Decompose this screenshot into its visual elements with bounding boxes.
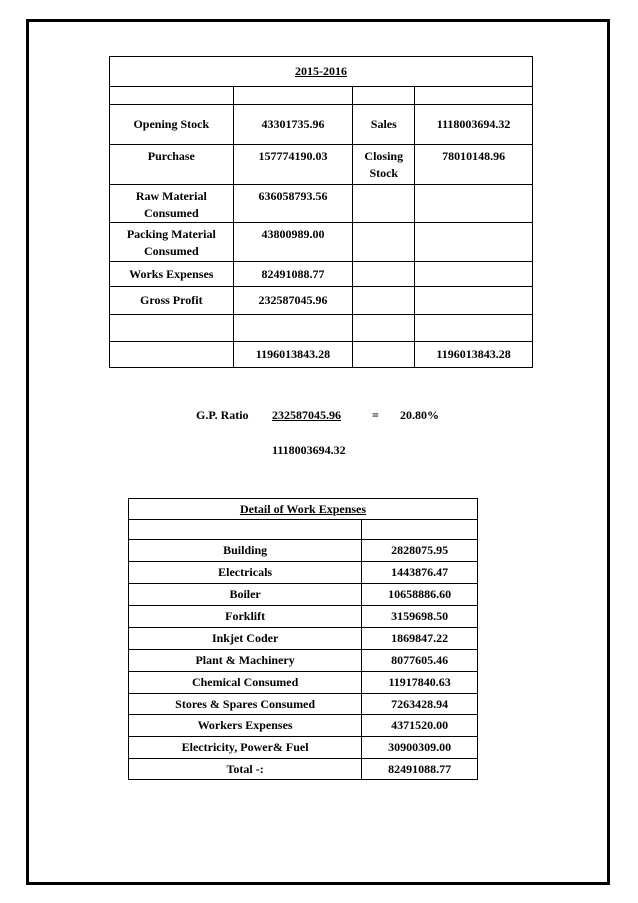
row-value: 636058793.56 xyxy=(233,185,353,223)
total-right: 1196013843.28 xyxy=(415,342,533,368)
expense-name: Building xyxy=(129,540,362,562)
expense-amount: 7263428.94 xyxy=(362,694,478,715)
work-expenses-table xyxy=(128,498,478,780)
table-title: Detail of Work Expenses xyxy=(129,499,478,520)
row-value: 157774190.03 xyxy=(233,145,353,185)
expense-amount: 2828075.95 xyxy=(362,540,478,562)
expense-amount: 11917840.63 xyxy=(362,672,478,694)
row-value: 82491088.77 xyxy=(233,262,353,287)
total-left: 1196013843.28 xyxy=(233,342,353,368)
row-value: 78010148.96 xyxy=(415,145,533,185)
expense-name: Boiler xyxy=(129,584,362,606)
expense-name: Chemical Consumed xyxy=(129,672,362,694)
expense-name: Workers Expenses xyxy=(129,715,362,737)
expense-name: Stores & Spares Consumed xyxy=(129,694,362,715)
expense-amount: 8077605.46 xyxy=(362,650,478,672)
total-amount: 82491088.77 xyxy=(362,759,478,780)
expense-amount: 1869847.22 xyxy=(362,628,478,650)
expense-amount: 10658886.60 xyxy=(362,584,478,606)
row-value: 1118003694.32 xyxy=(415,105,533,145)
row-label: Purchase xyxy=(110,145,234,185)
expense-name: Electricals xyxy=(129,562,362,584)
row-label: Gross Profit xyxy=(110,287,234,315)
expense-amount: 4371520.00 xyxy=(362,715,478,737)
row-label: Works Expenses xyxy=(110,262,234,287)
row-label: Opening Stock xyxy=(110,105,234,145)
gp-ratio-equals: = xyxy=(372,408,379,422)
gp-ratio-numerator: 232587045.96 xyxy=(272,408,341,422)
row-value: 43800989.00 xyxy=(233,223,353,262)
table-title: 2015-2016 xyxy=(110,57,533,87)
row-label: Packing Material Consumed xyxy=(110,223,234,262)
expense-name: Plant & Machinery xyxy=(129,650,362,672)
expense-amount: 30900309.00 xyxy=(362,737,478,759)
row-label: Raw Material Consumed xyxy=(110,185,234,223)
gp-ratio-label: G.P. Ratio xyxy=(196,408,249,422)
expense-amount: 1443876.47 xyxy=(362,562,478,584)
row-value: 232587045.96 xyxy=(233,287,353,315)
expense-name: Electricity, Power& Fuel xyxy=(129,737,362,759)
expense-name: Inkjet Coder xyxy=(129,628,362,650)
gp-ratio-denominator: 1118003694.32 xyxy=(272,443,346,457)
row-label: Sales xyxy=(353,105,415,145)
total-label: Total -: xyxy=(129,759,362,780)
row-value: 43301735.96 xyxy=(233,105,353,145)
trading-account-table xyxy=(109,56,533,368)
gp-ratio-result: 20.80% xyxy=(400,408,439,422)
expense-name: Forklift xyxy=(129,606,362,628)
row-label: Closing Stock xyxy=(353,145,415,185)
expense-amount: 3159698.50 xyxy=(362,606,478,628)
